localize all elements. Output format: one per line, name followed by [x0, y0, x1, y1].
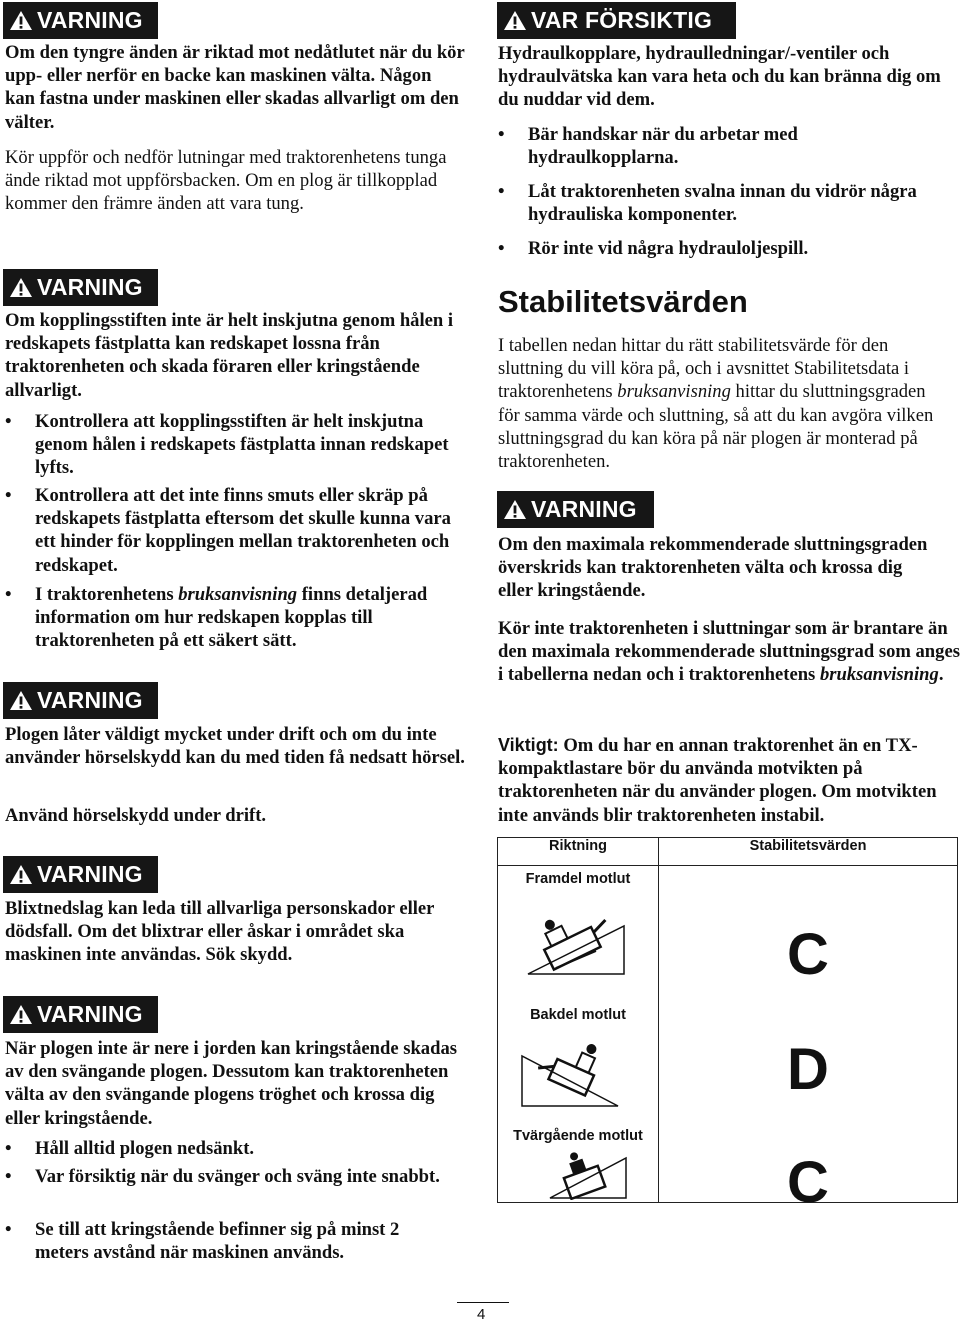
warning-label: VARNING [37, 687, 143, 713]
warning-text: Plogen låter väldigt mycket under drift och om du inte använder hörselskydd kan du med tiden få nedsatt hörsel. [5, 724, 465, 769]
footer-rule [457, 1302, 509, 1303]
warning-label: VARNING [37, 274, 143, 300]
rear-uphill-icon [520, 1030, 620, 1108]
warning-text: Om kopplingsstiften inte är helt inskjutna genom hålen i redskapets fästplatta kan redskapet lossna från traktorenheten och skada föraren eller kringstående allvarligt. [5, 310, 454, 401]
section-title: Stabilitetsvärden [498, 284, 748, 319]
bullet: • [498, 124, 505, 145]
bullet: • [5, 1166, 12, 1187]
warning-header [3, 996, 158, 1033]
bullet: • [5, 411, 12, 432]
warning-triangle-icon [503, 499, 527, 520]
warning-text: När plogen inte är nere i jorden kan kringstående skadas av den svängande plogen. Dessutom kan traktorenheten välta av den svängande plogens tröghet och krossa dig eller kringstående. [5, 1038, 457, 1129]
important-label: Viktigt: [498, 735, 559, 755]
value-column [659, 866, 958, 1215]
list-item: • Låt traktorenheten svalna innan du vidrör några hydrauliska komponenter. [498, 181, 917, 226]
warning-text: Kör inte traktorenheten i sluttningar som är brantare än den maximala rekommenderade sluttningsgrad som anges i tabellerna nedan och i traktorenhetens bruksanvisning. [498, 618, 960, 686]
warning-header [3, 2, 158, 39]
list-item: • Kontrollera att det inte finns smuts eller skräp på redskapets fästplatta eftersom det skulle kunna vara ett hinder för kopplingen mellan traktorenheten och redskapet. [5, 485, 451, 576]
stability-value: C [787, 1150, 829, 1215]
bullet: • [5, 1219, 12, 1240]
warning-label: VARNING [37, 1001, 143, 1027]
list-item: • Var försiktig när du svänger och sväng inte snabbt. [5, 1166, 440, 1187]
caution-text: Hydraulkopplare, hydraulledningar/-ventiler och hydraulvätska kan vara heta och du kan bränna dig om du nuddar vid dem. [498, 43, 941, 111]
column-header: Stabilitetsvärden [659, 838, 958, 866]
warning-text: Blixtnedslag kan leda till allvarliga personskador eller dödsfall. Om det blixtrar eller åskar i området ska maskinen inte användas. Sök skydd. [5, 898, 435, 966]
warning-label: VARNING [37, 861, 143, 887]
warning-label: VARNING [37, 7, 143, 33]
warning-triangle-icon [9, 1004, 33, 1025]
direction-label: Bakdel motlut [530, 1007, 626, 1023]
warning-text: Använd hörselskydd under drift. [5, 805, 267, 826]
important-note: Viktigt: Om du har en annan traktorenhet än en TX-kompaktlastare bör du använda motvikten på traktorenheten när du använder plogen. Om motvikten inte används blir traktorenheten instabil. [498, 735, 937, 826]
bullet: • [498, 181, 505, 202]
caution-label: VAR FÖRSIKTIG [531, 7, 713, 33]
page-number: 4 [477, 1306, 486, 1323]
direction-label: Framdel motlut [525, 871, 631, 887]
warning-header [3, 856, 158, 893]
list-item: • Bär handskar när du arbetar med hydraulkopplarna. [498, 124, 798, 169]
warning-header [497, 491, 654, 528]
list-item: • Rör inte vid några hydrauloljespill. [498, 238, 809, 259]
warning-header [3, 682, 158, 719]
warning-text: Om den maximala rekommenderade sluttningsgraden överskrids kan traktorenheten välta och krossa dig eller kringstående. [498, 534, 928, 602]
list-item: • Kontrollera att kopplingsstiften är helt inskjutna genom hålen i redskapets fästplatta innan redskapet lyfts. [5, 411, 449, 479]
warning-triangle-icon [9, 690, 33, 711]
list-item: • Håll alltid plogen nedsänkt. [5, 1138, 255, 1159]
list-item: • Se till att kringstående befinner sig på minst 2 meters avstånd när maskinen används. [5, 1219, 400, 1264]
stability-table [497, 837, 958, 1215]
bullet: • [5, 485, 12, 506]
warning-triangle-icon [503, 10, 527, 31]
front-uphill-icon [526, 896, 626, 976]
warning-text: Om den tyngre änden är riktad mot nedåtlutet när du kör upp- eller nerför en backe kan maskinen välta. Någon kan fastna under maskinen eller skadas allvarligt om den välter. [5, 42, 465, 133]
warning-label: VARNING [531, 496, 637, 522]
bullet: • [5, 1138, 12, 1159]
warning-header [3, 269, 158, 306]
stability-value: D [787, 1037, 829, 1102]
caution-header [497, 2, 736, 39]
side-slope-icon [548, 1150, 628, 1200]
bullet: • [5, 584, 12, 605]
intro-text: I tabellen nedan hittar du rätt stabilitetsvärde för den sluttning du vill köra på, och i avsnittet Stabilitetsdata i traktorenhetens bruksanvisning hittar du sluttningsgraden för samma värde och sluttning, så att du kan avgöra vilken sluttningsgrad du kan köra på när plogen är monterad på traktorenheten. [498, 335, 934, 473]
direction-column [498, 866, 659, 1203]
manual-reference: bruksanvisning [178, 584, 298, 605]
manual-reference: bruksanvisning [819, 664, 939, 686]
column-header: Riktning [498, 838, 659, 866]
warning-text: Kör uppför och nedför lutningar med traktorenhetens tunga ände riktad mot uppförsbacken. Om en plog är tillkopplad kommer den främre änden att vara tung. [5, 147, 447, 215]
direction-label: Tvärgående motlut [513, 1128, 643, 1144]
list-item: • I traktorenhetens bruksanvisning finns detaljerad information om hur redskapen kopplas till traktorenheten på ett säkert sätt. [5, 584, 428, 652]
warning-triangle-icon [9, 277, 33, 298]
warning-triangle-icon [9, 864, 33, 885]
manual-reference: bruksanvisning [617, 381, 731, 403]
warning-triangle-icon [9, 10, 33, 31]
stability-value: C [787, 922, 829, 987]
bullet: • [498, 238, 505, 259]
